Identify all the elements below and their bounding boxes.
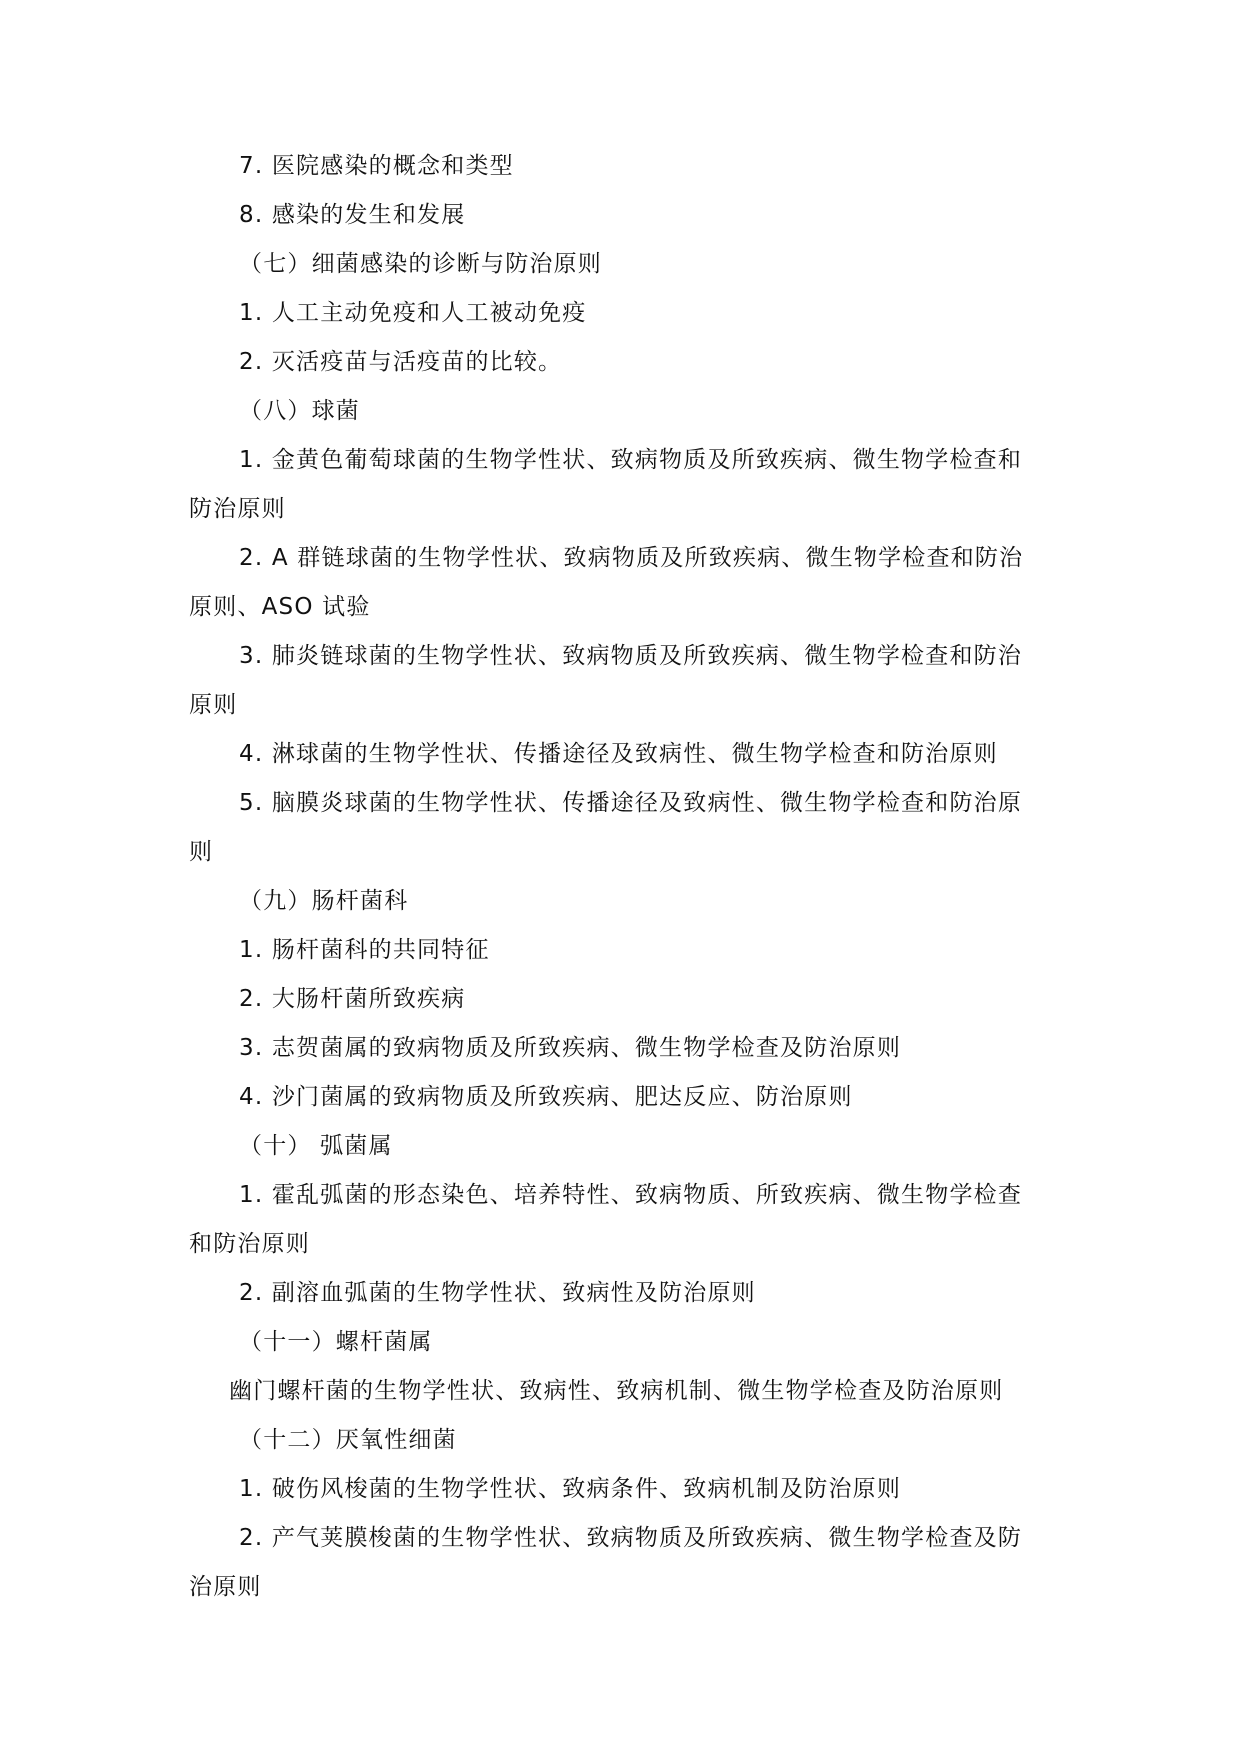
list-item-continuation: 防治原则 xyxy=(189,496,286,522)
list-item-5: 5. 脑膜炎球菌的生物学性状、传播途径及致病性、微生物学检查和防治原 xyxy=(239,790,1023,816)
list-item-2: 2. 副溶血弧菌的生物学性状、致病性及防治原则 xyxy=(239,1280,756,1306)
list-item-1: 1. 金黄色葡萄球菌的生物学性状、致病物质及所致疾病、微生物学检查和 xyxy=(239,447,1023,473)
document-body xyxy=(189,142,1059,1612)
list-item-3: 3. 志贺菌属的致病物质及所致疾病、微生物学检查及防治原则 xyxy=(239,1035,902,1061)
list-item-2: 2. 大肠杆菌所致疾病 xyxy=(239,986,466,1012)
list-item-1: 1. 霍乱弧菌的形态染色、培养特性、致病物质、所致疾病、微生物学检查 xyxy=(239,1182,1023,1208)
paragraph-line: 幽门螺杆菌的生物学性状、致病性、致病机制、微生物学检查及防治原则 xyxy=(229,1378,1004,1404)
section-heading-8: （八）球菌 xyxy=(239,398,360,424)
list-item-2: 2. A 群链球菌的生物学性状、致病物质及所致疾病、微生物学检查和防治 xyxy=(239,545,1024,571)
list-item-continuation: 则 xyxy=(189,839,214,865)
list-item-8: 8. 感染的发生和发展 xyxy=(239,202,466,228)
list-item-3: 3. 肺炎链球菌的生物学性状、致病物质及所致疾病、微生物学检查和防治 xyxy=(239,643,1023,669)
list-item-continuation: 原则、ASO 试验 xyxy=(189,594,371,620)
section-heading-10: （十） 弧菌属 xyxy=(239,1133,393,1159)
section-heading-7: （七）细菌感染的诊断与防治原则 xyxy=(239,251,602,277)
list-item-2: 2. 灭活疫苗与活疫苗的比较。 xyxy=(239,349,563,375)
list-item-4: 4. 淋球菌的生物学性状、传播途径及致病性、微生物学检查和防治原则 xyxy=(239,741,998,767)
section-heading-11: （十一）螺杆菌属 xyxy=(239,1329,433,1355)
section-heading-9: （九）肠杆菌科 xyxy=(239,888,409,914)
list-item-continuation: 和防治原则 xyxy=(189,1231,310,1257)
list-item-7: 7. 医院感染的概念和类型 xyxy=(239,153,514,179)
list-item-4: 4. 沙门菌属的致病物质及所致疾病、肥达反应、防治原则 xyxy=(239,1084,853,1110)
list-item-1: 1. 肠杆菌科的共同特征 xyxy=(239,937,490,963)
list-item-1: 1. 破伤风梭菌的生物学性状、致病条件、致病机制及防治原则 xyxy=(239,1476,902,1502)
list-item-2: 2. 产气荚膜梭菌的生物学性状、致病物质及所致疾病、微生物学检查及防 xyxy=(239,1525,1023,1551)
list-item-continuation: 治原则 xyxy=(189,1574,262,1600)
section-heading-12: （十二）厌氧性细菌 xyxy=(239,1427,457,1453)
list-item-continuation: 原则 xyxy=(189,692,238,718)
list-item-1: 1. 人工主动免疫和人工被动免疫 xyxy=(239,300,587,326)
